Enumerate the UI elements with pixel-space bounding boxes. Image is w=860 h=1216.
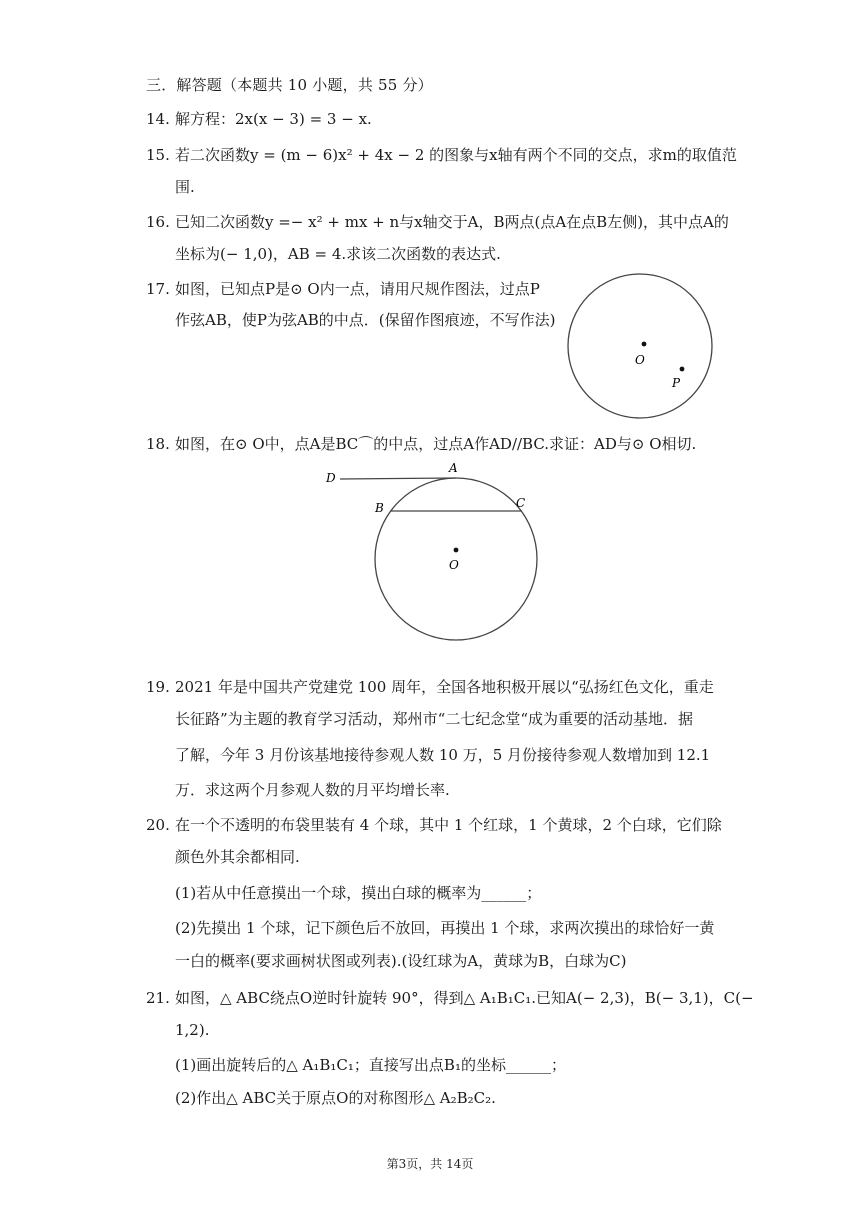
question-17-number: 17.	[146, 280, 170, 298]
question-20-part-1: (1)若从中任意摸出一个球，摸出白球的概率为______；	[175, 884, 542, 902]
figure-17-circle-diagram	[560, 272, 720, 424]
question-15-line-2: 围.	[175, 178, 195, 196]
label-c: C	[516, 496, 526, 510]
point-o-dot	[454, 548, 459, 553]
question-20-line-2: 颜色外其余都相同.	[175, 848, 300, 866]
question-21-part-2: (2)作出△ ABC关于原点O的对称图形△ A₂B₂C₂.	[175, 1089, 496, 1107]
label-o: O	[635, 353, 645, 367]
question-14-number: 14.	[146, 110, 170, 128]
circle-o	[568, 274, 712, 418]
label-a: A	[449, 461, 458, 475]
question-16-number: 16.	[146, 213, 170, 231]
question-16-line-1: 已知二次函数y =− x² + mx + n与x轴交于A，B两点(点A在点B左侧)，其中点A的	[175, 213, 729, 231]
question-21-number: 21.	[146, 989, 170, 1007]
question-20-part-2-line-2: 一白的概率(要求画树状图或列表).(设红球为A，黄球为B，白球为C)	[175, 952, 627, 970]
question-19-line-2: 长征路”为主题的教育学习活动，郑州市“二七纪念堂“成为重要的活动基地．据	[175, 710, 694, 728]
question-20-part-2-line-1: (2)先摸出 1 个球，记下颜色后不放回，再摸出 1 个球，求两次摸出的球恰好一黄	[175, 919, 715, 937]
line-ad	[340, 478, 456, 479]
question-18-text: 如图，在⊙ O中，点A是BC⌒的中点，过点A作AD//BC.求证：AD与⊙ O相切.	[175, 435, 697, 453]
question-15-line-1: 若二次函数y = (m − 6)x² + 4x − 2 的图象与x轴有两个不同的交点，求m的取值范	[175, 146, 737, 164]
section-title: 三．解答题（本题共 10 小题，共 55 分）	[146, 76, 433, 94]
label-o: O	[449, 558, 459, 572]
question-17-line-1: 如图，已知点P是⊙ O内一点，请用尺规作图法，过点P	[175, 280, 540, 298]
question-19-line-1: 2021 年是中国共产党建党 100 周年，全国各地积极开展以“弘扬红色文化，重走	[175, 678, 714, 696]
question-21-part-1: (1)画出旋转后的△ A₁B₁C₁；直接写出点B₁的坐标______；	[175, 1056, 566, 1074]
question-19-line-4: 万．求这两个月参观人数的月平均增长率.	[175, 781, 450, 799]
question-20-line-1: 在一个不透明的布袋里装有 4 个球，其中 1 个红球，1 个黄球，2 个白球，它们除	[175, 816, 722, 834]
question-15-number: 15.	[146, 146, 170, 164]
question-19-line-3: 了解，今年 3 月份该基地接待参观人数 10 万，5 月份接待参观人数增加到 12.1	[175, 746, 711, 764]
label-b: B	[375, 501, 384, 515]
question-20-number: 20.	[146, 816, 170, 834]
question-14-text: 解方程：2x(x − 3) = 3 − x.	[175, 110, 372, 128]
question-18-number: 18.	[146, 435, 170, 453]
label-d: D	[326, 471, 336, 485]
question-21-line-2: 1,2).	[175, 1021, 210, 1039]
question-17-line-2: 作弦AB，使P为弦AB的中点．(保留作图痕迹，不写作法)	[175, 311, 556, 329]
question-21-line-1: 如图，△ ABC绕点O逆时针旋转 90°，得到△ A₁B₁C₁.已知A(− 2,3)，B(− 3,1)，C(−	[175, 989, 754, 1007]
question-19-number: 19.	[146, 678, 170, 696]
figure-18-circle-tangent-diagram	[320, 460, 560, 642]
page-footer: 第3页，共 14页	[386, 1157, 474, 1171]
label-p: P	[672, 376, 681, 390]
point-p-dot	[680, 367, 685, 372]
question-16-line-2: 坐标为(− 1,0)，AB = 4.求该二次函数的表达式.	[175, 245, 501, 263]
point-o-dot	[642, 342, 647, 347]
